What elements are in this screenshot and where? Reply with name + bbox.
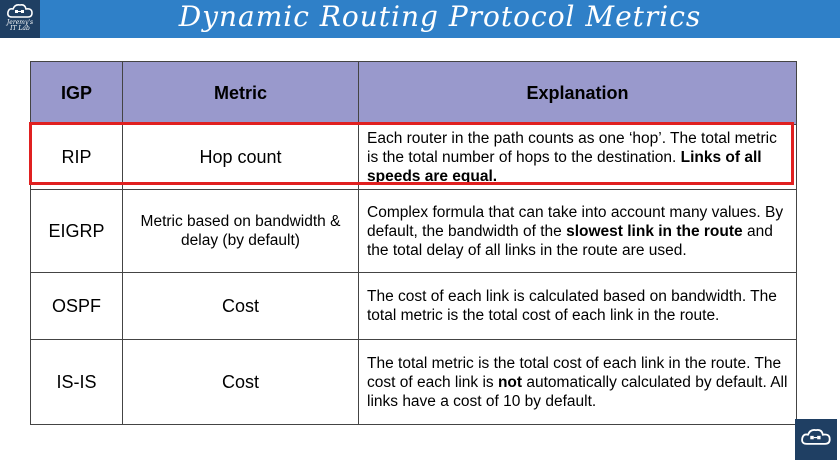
logo-text-line2: IT Lab — [10, 25, 30, 32]
igp-cell: RIP — [31, 125, 123, 190]
column-header-explanation: Explanation — [359, 62, 797, 125]
table-row-is-is — [31, 340, 797, 425]
metric-cell: Cost — [123, 340, 359, 425]
column-header-metric: Metric — [123, 62, 359, 125]
explanation-text: The cost of each link is calculated based on bandwidth. The total metric is the total cost of each link in the route. — [367, 288, 777, 324]
igp-cell: OSPF — [31, 273, 123, 340]
explanation-cell — [359, 273, 797, 340]
explanation-text: Each router in the path counts as one ‘hop’. The total metric is the total number of hops to the destination. — [367, 129, 777, 166]
jeremys-it-lab-logo — [0, 0, 40, 38]
corner-logo — [795, 419, 837, 460]
explanation-bold-text: not — [497, 373, 523, 391]
table-row-rip — [31, 125, 797, 190]
table-row-ospf — [31, 273, 797, 340]
table-header-row — [31, 62, 797, 125]
metric-cell: Hop count — [123, 125, 359, 190]
explanation-bold-text: Links of all speeds are equal. — [367, 148, 762, 185]
explanation-cell — [359, 340, 797, 425]
igp-cell: EIGRP — [31, 190, 123, 273]
igp-cell: IS-IS — [31, 340, 123, 425]
page-title: Dynamic Routing Protocol Metrics — [178, 0, 702, 33]
explanation-text: Complex formula that can take into account many values. By default, the bandwidth of the — [367, 203, 784, 240]
table-row-eigrp — [31, 190, 797, 273]
explanation-bold-text: slowest link in the route — [566, 222, 743, 240]
cloud-network-icon — [800, 426, 832, 448]
explanation-cell — [359, 190, 797, 273]
explanation-cell — [359, 125, 797, 190]
explanation-text-end: and the total delay of all links in the route are used. — [367, 222, 773, 259]
logo-text-line1: Jeremy's — [6, 19, 34, 26]
column-header-igp: IGP — [31, 62, 123, 125]
metrics-table — [30, 61, 797, 425]
metric-cell: Cost — [123, 273, 359, 340]
metric-cell: Metric based on bandwidth & delay (by default) — [123, 190, 359, 273]
title-banner — [0, 0, 840, 38]
explanation-text: The total metric is the total cost of each link in the route. The cost of each link is — [367, 354, 782, 391]
explanation-text-end: automatically calculated by default. All links have a cost of 10 by default. — [367, 373, 788, 410]
cloud-network-icon — [6, 2, 34, 20]
